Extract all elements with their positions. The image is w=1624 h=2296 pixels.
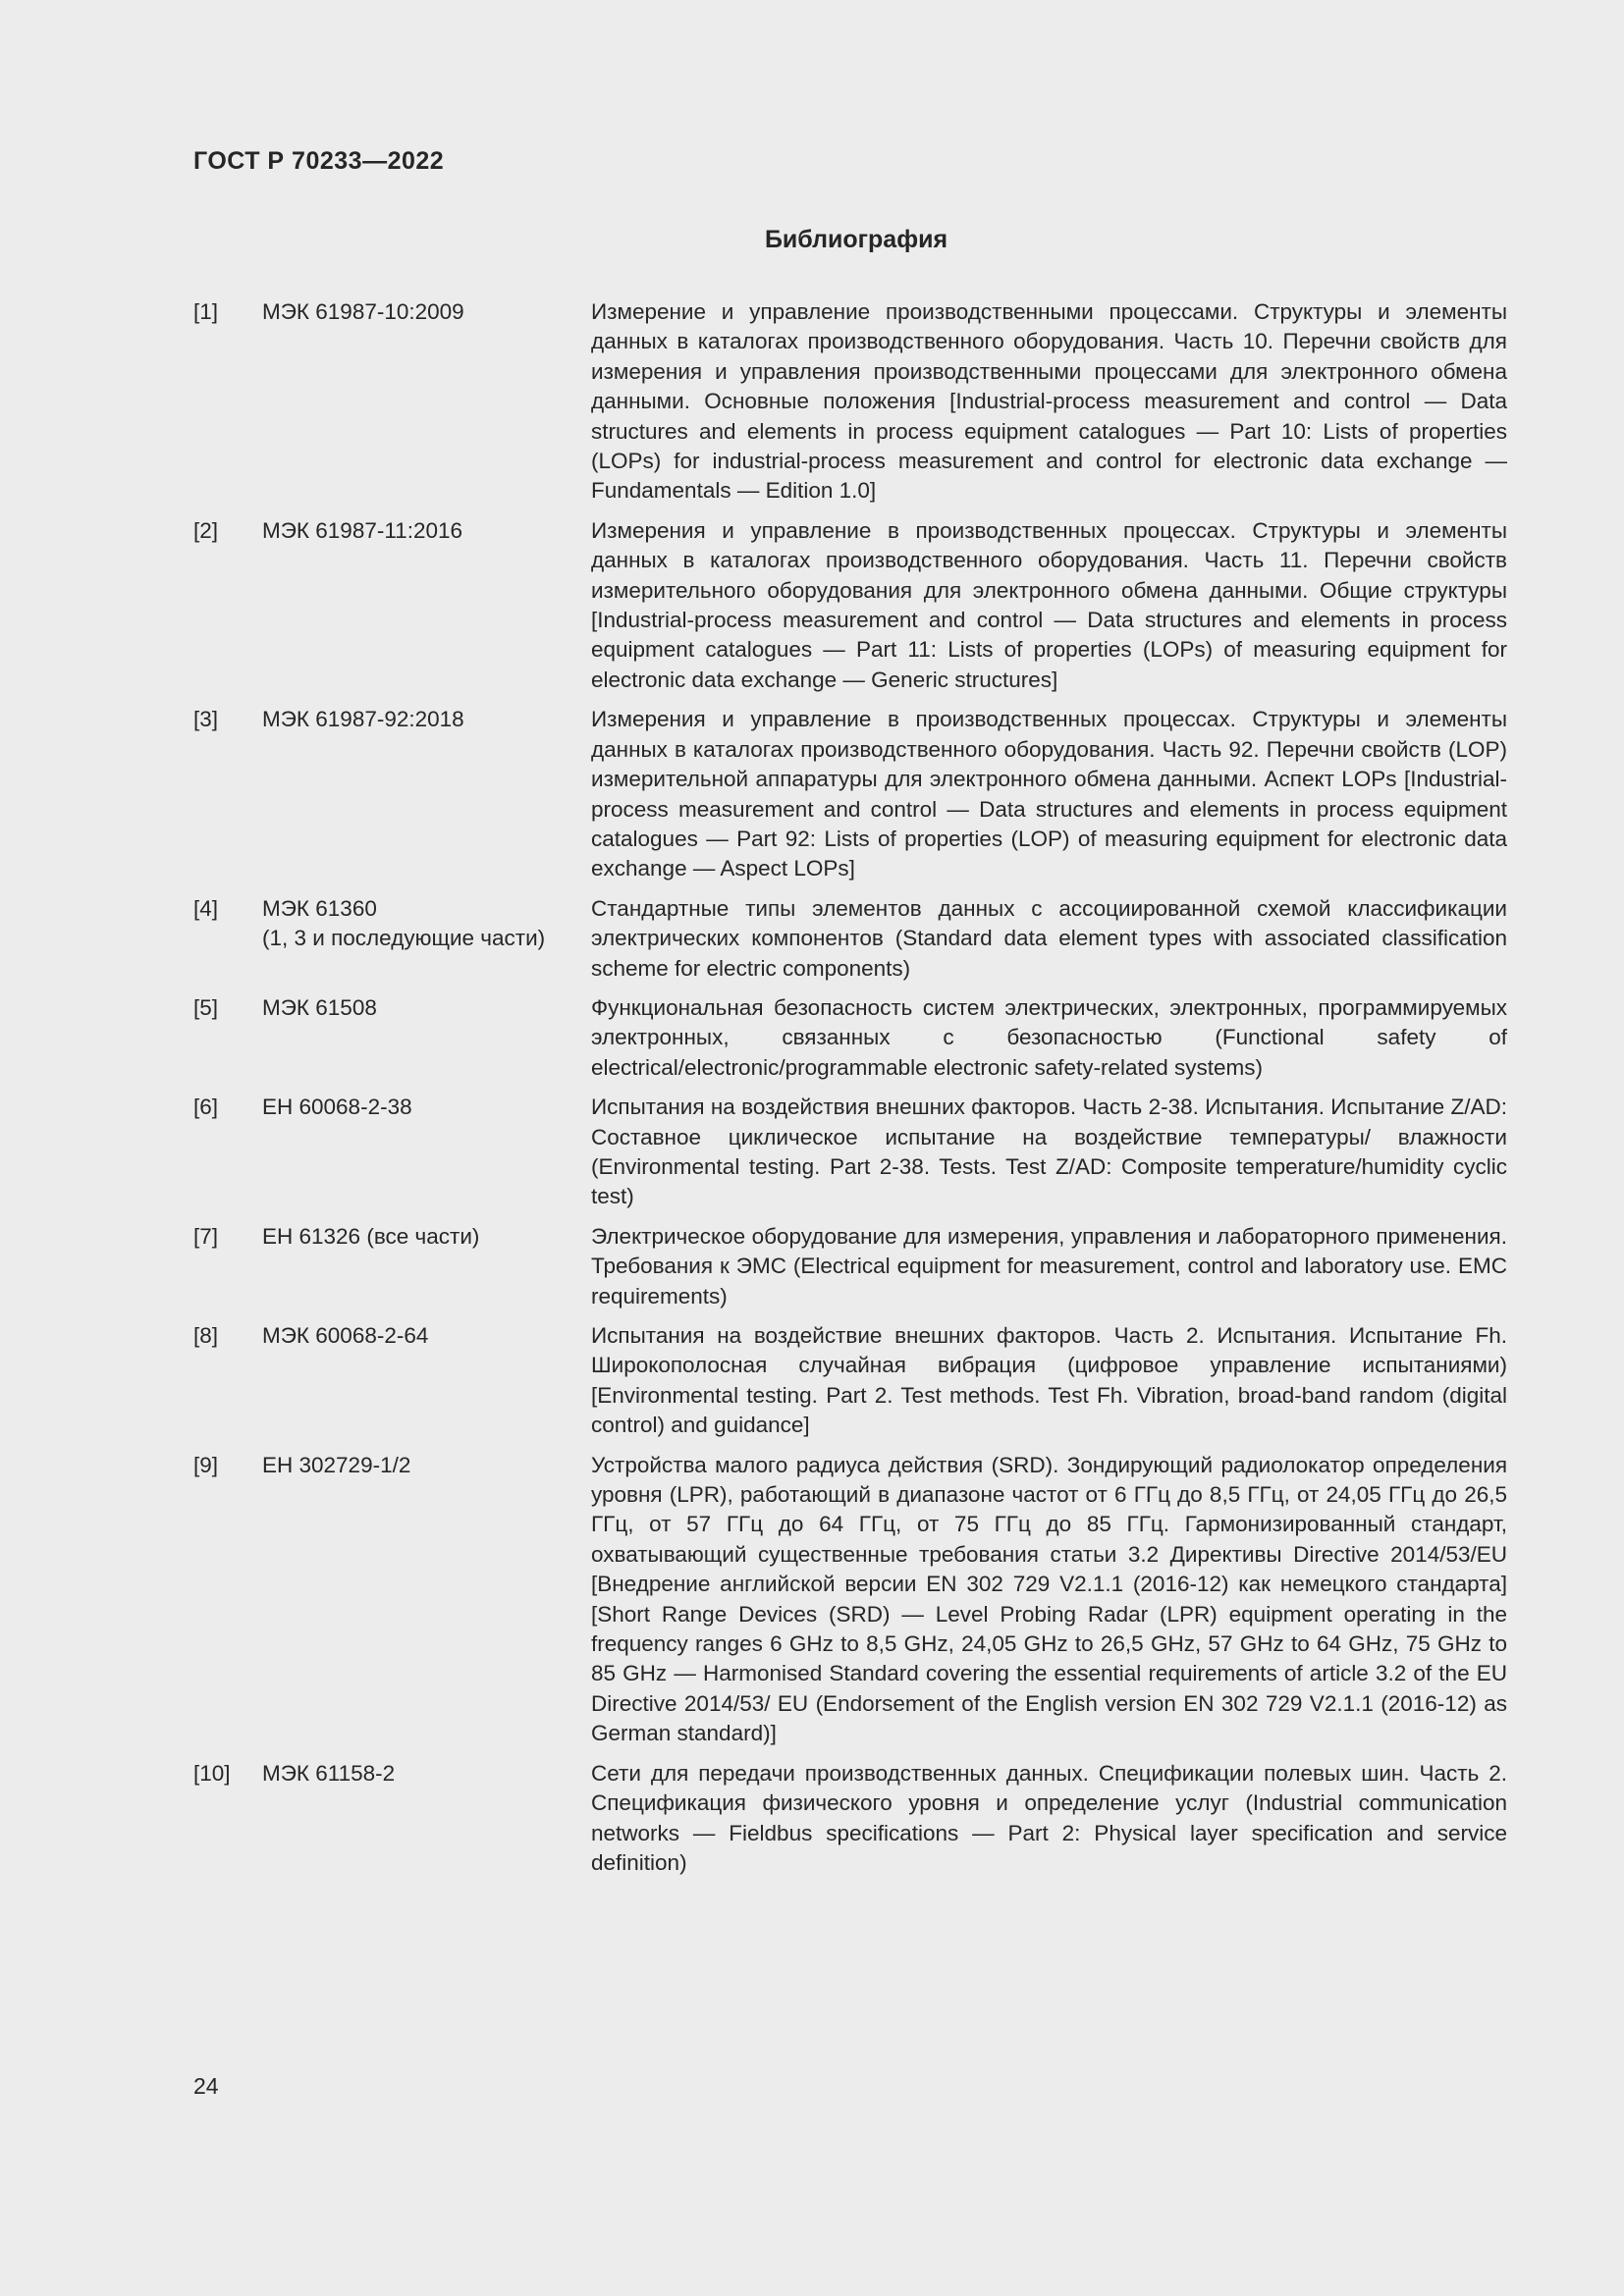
entry-reference: МЭК 61987-10:2009 xyxy=(262,299,464,324)
entry-number: [4] xyxy=(193,895,219,921)
bibliography-entry xyxy=(193,297,1507,507)
bibliography-list xyxy=(193,297,1507,1888)
entry-number: [6] xyxy=(193,1095,219,1120)
page-number: 24 xyxy=(193,2073,219,2099)
entry-number: [9] xyxy=(193,1452,219,1477)
entry-reference: ЕН 302729-1/2 xyxy=(262,1452,411,1477)
page-title: Библиография xyxy=(764,226,948,253)
entry-number: [8] xyxy=(193,1323,219,1348)
entry-number: [1] xyxy=(193,299,219,324)
entry-number: [10] xyxy=(193,1760,231,1786)
entry-number: [3] xyxy=(193,707,219,732)
bibliography-entry xyxy=(193,1222,1507,1311)
bibliography-entry xyxy=(193,516,1507,695)
bibliography-entry xyxy=(193,705,1507,883)
bibliography-entry xyxy=(193,993,1507,1083)
entry-reference: МЭК 61987-92:2018 xyxy=(262,707,464,732)
bibliography-entry xyxy=(193,1093,1507,1212)
document-header: ГОСТ Р 70233—2022 xyxy=(193,147,445,175)
entry-number: [5] xyxy=(193,994,219,1020)
entry-description: Испытания на воздействие внешних факторов. Часть 2. Испытания. Испытание Fh. Широкополосная случайная вибрация (цифровое управление испытаниями) [Environmental testing. Part 2. Test methods. Test Fh. Vibration, broad-band random (digital control) and guidance] xyxy=(591,1323,1507,1438)
bibliography-entry xyxy=(193,894,1507,984)
entry-number: [2] xyxy=(193,517,219,543)
bibliography-entry xyxy=(193,1451,1507,1749)
entry-reference: ЕН 61326 (все части) xyxy=(262,1223,480,1249)
entry-reference: ЕН 60068-2-38 xyxy=(262,1095,412,1120)
entry-reference: МЭК 61158-2 xyxy=(262,1760,396,1786)
entry-description: Измерения и управление в производственных процессах. Структуры и элементы данных в каталогах производственного оборудования. Часть 11. Перечни свойств измерительного оборудования для электронного обмена данными. Общие структуры [Industrial-process measurement and control — Data structures and elements in process equipment catalogues — Part 11: Lists of properties (LOPs) of measuring equipment for electronic data exchange — Generic structures] xyxy=(591,517,1507,692)
entry-description: Функциональная безопасность систем электрических, электронных, программируемых электронных, связанных с безопасностью (Functional safety of electrical/electronic/programmable electronic safety-related systems) xyxy=(591,994,1507,1080)
entry-reference: МЭК 60068-2-64 xyxy=(262,1323,429,1348)
entry-number: [7] xyxy=(193,1223,219,1249)
entry-description: Измерения и управление в производственных процессах. Структуры и элементы данных в каталогах производственного оборудования. Часть 92. Перечни свойств (LOP) измерительной аппаратуры для электронного обмена данными. Аспект LOPs [Industrial-process measurement and control — Data structures and elements in process equipment catalogues — Part 92: Lists of properties (LOP) of measuring equipment for electronic data exchange — Aspect LOPs] xyxy=(591,707,1507,881)
entry-description: Испытания на воздействия внешних факторов. Часть 2-38. Испытания. Испытание Z/AD: Составное циклическое испытание на воздействие температуры/ влажности (Environmental testing. Part 2-38. Tests. Test Z/AD: Composite temperature/humidity cyclic test) xyxy=(591,1095,1507,1209)
bibliography-entry xyxy=(193,1759,1507,1879)
entry-description: Электрическое оборудование для измерения, управления и лабораторного применения. Требования к ЭМС (Electrical equipment for measurement, control and laboratory use. EMC requirements) xyxy=(591,1223,1507,1308)
entry-description: Измерение и управление производственными процессами. Структуры и элементы данных в каталогах производственного оборудования. Часть 10. Перечни свойств для измерения и управления производственными процессами для электронного обмена данными. Основные положения [Industrial-process measurement and control — Data structures and elements in process equipment catalogues — Part 10: Lists of properties (LOPs) for industrial-process measurement and control for electronic data exchange — Fundamentals — Edition 1.0] xyxy=(591,299,1507,504)
entry-description: Стандартные типы элементов данных с ассоциированной схемой классификации электрических компонентов (Standard data element types with associated classification scheme for electric components) xyxy=(591,895,1507,981)
entry-reference: МЭК 61508 xyxy=(262,994,377,1020)
entry-reference: МЭК 61360 (1, 3 и последующие части) xyxy=(262,895,546,951)
entry-description: Устройства малого радиуса действия (SRD). Зондирующий радиолокатор определения уровня (LPR), работающий в диапазоне частот от 6 ГГц до 8,5 ГГц, от 24,05 ГГц до 26,5 ГГц, от 57 ГГц до 64 ГГц, от 75 ГГц до 85 ГГц. Гармонизированный стандарт, охватывающий существенные требования статьи 3.2 Директивы Directive 2014/53/EU [Внедрение английской версии EN 302 729 V2.1.1 (2016-12) как немецкого стандарта] [Short Range Devices (SRD) — Level Probing Radar (LPR) equipment operating in the frequency ranges 6 GHz to 8,5 GHz, 24,05 GHz to 26,5 GHz, 57 GHz to 64 GHz, 75 GHz to 85 GHz — Harmonised Standard covering the essential requirements of article 3.2 of the EU Directive 2014/53/ EU (Endorsement of the English version EN 302 729 V2.1.1 (2016-12) as German standard)] xyxy=(591,1452,1507,1746)
entry-description: Сети для передачи производственных данных. Спецификации полевых шин. Часть 2. Спецификация физического уровня и определение услуг (Industrial communication networks — Fieldbus specifications — Part 2: Physical layer specification and service definition) xyxy=(591,1760,1507,1875)
bibliography-entry xyxy=(193,1321,1507,1441)
entry-reference: МЭК 61987-11:2016 xyxy=(262,517,462,543)
